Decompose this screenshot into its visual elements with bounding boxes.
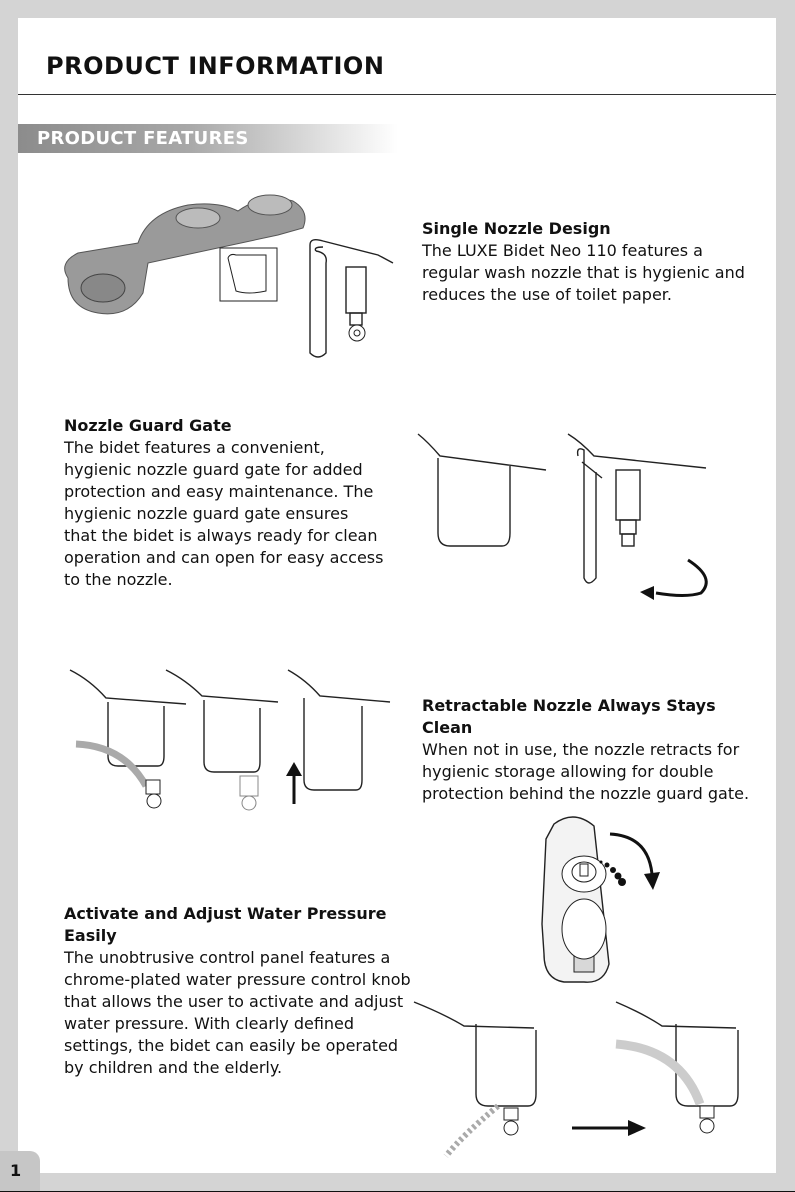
manual-page bbox=[18, 18, 776, 1173]
section-banner bbox=[18, 124, 398, 153]
feature-water-pressure bbox=[64, 903, 419, 1079]
feature-nozzle-guard-gate bbox=[64, 415, 384, 591]
feature-text-line: to the nozzle. bbox=[64, 570, 173, 589]
feature-text-line: hygienic storage allowing for double bbox=[422, 762, 714, 781]
feature-text-line: water pressure. With clearly defined bbox=[64, 1014, 355, 1033]
control-panel-illustration bbox=[404, 804, 776, 1164]
feature-text-line: protection and easy maintenance. The bbox=[64, 482, 374, 501]
feature-text-line: that allows the user to activate and adjust bbox=[64, 992, 404, 1011]
feature-text-line: protection behind the nozzle guard gate. bbox=[422, 784, 750, 803]
retractable-nozzle-illustration bbox=[66, 666, 406, 816]
page-title: PRODUCT INFORMATION bbox=[46, 52, 385, 80]
feature-text-line: by children and the elderly. bbox=[64, 1058, 283, 1077]
feature-retractable-nozzle bbox=[422, 695, 762, 805]
feature-text-line: settings, the bidet can easily be operated bbox=[64, 1036, 399, 1055]
section-title: PRODUCT FEATURES bbox=[37, 128, 249, 149]
feature-text-line: hygienic nozzle guard gate ensures bbox=[64, 504, 349, 523]
bidet-nozzle-illustration bbox=[48, 183, 408, 363]
feature-text-line: reduces the use of toilet paper. bbox=[422, 285, 672, 304]
feature-text-line: that the bidet is always ready for clean bbox=[64, 526, 378, 545]
feature-heading: Nozzle Guard Gate bbox=[64, 416, 232, 435]
feature-text-line: regular wash nozzle that is hygienic and bbox=[422, 263, 745, 282]
nozzle-guard-gate-illustration bbox=[416, 428, 736, 608]
feature-text-line: When not in use, the nozzle retracts for bbox=[422, 740, 740, 759]
feature-text-line: chrome-plated water pressure control knob bbox=[64, 970, 411, 989]
feature-text-line: hygienic nozzle guard gate for added bbox=[64, 460, 363, 479]
feature-text-line: The unobtrusive control panel features a bbox=[64, 948, 391, 967]
feature-text-line: The LUXE Bidet Neo 110 features a bbox=[422, 241, 703, 260]
feature-text-line: operation and can open for easy access bbox=[64, 548, 384, 567]
page-number: 1 bbox=[10, 1161, 22, 1180]
feature-heading: Activate and Adjust Water Pressure Easily bbox=[64, 904, 387, 945]
feature-text-line: The bidet features a convenient, bbox=[64, 438, 325, 457]
feature-heading: Single Nozzle Design bbox=[422, 219, 611, 238]
feature-heading: Retractable Nozzle Always Stays Clean bbox=[422, 696, 716, 737]
header-divider bbox=[18, 94, 776, 95]
feature-single-nozzle bbox=[422, 218, 762, 306]
